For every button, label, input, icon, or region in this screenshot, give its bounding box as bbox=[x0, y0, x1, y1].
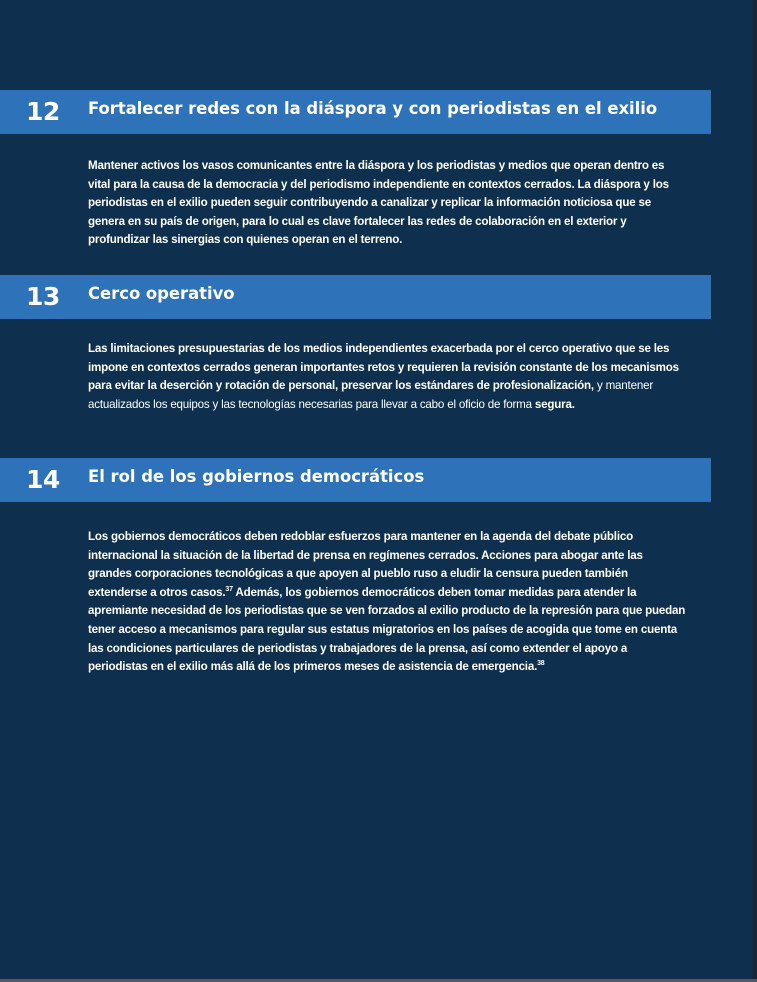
section-number: 13 bbox=[26, 282, 60, 311]
body-text-end: segura. bbox=[534, 397, 575, 411]
section-number: 12 bbox=[26, 97, 60, 126]
section-header-12 bbox=[0, 90, 711, 134]
section-body-14 bbox=[88, 528, 688, 677]
section-title: El rol de los gobiernos democráticos bbox=[88, 467, 425, 486]
body-text: Las limitaciones presupuestarias de los medios independientes exacerbada por el cerco operativo que se les impone en contextos cerrados generan importantes retos y requieren la revisión constante de los mecanismos para evitar la deserción y rotación de personal, preservar los estándares de profesionalización, bbox=[88, 342, 679, 393]
page-edge bbox=[753, 0, 757, 982]
section-number: 14 bbox=[26, 465, 60, 494]
section-header-13 bbox=[0, 275, 711, 319]
section-title: Fortalecer redes con la diáspora y con periodistas en el exilio bbox=[88, 99, 658, 118]
body-text-regular: y mantener actualizados los equipos y las tecnologías necesarias para llevar a cabo el oficio de forma bbox=[88, 379, 653, 411]
section-body-12: Mantener activos los vasos comunicantes entre la diáspora y los periodistas y medios que operan dentro es vital para la causa de la democracia y del periodismo independiente en contextos cerrados. La diáspora y los periodistas en el exilio pueden seguir contribuyendo a canalizar y replicar la información noticiosa que se genera en su país de origen, para lo cual es clave fortalecer las redes de colaboración en el exterior y profundizar las sinergias con quienes operan en el terreno. bbox=[88, 159, 669, 247]
body-text: Los gobiernos democráticos deben redoblar esfuerzos para mantener en la agenda del debate público internacional la situación de la libertad de prensa en regímenes cerrados. Acciones para abogar ante las grandes corporaciones tecnológicas a que apoyen al pueblo ruso a eludir la censura pueden también extenderse a otros casos. bbox=[88, 530, 643, 599]
section-title: Cerco operativo bbox=[88, 284, 235, 303]
footnote-reference: 37 bbox=[225, 585, 233, 593]
body-text: Además, los gobiernos democráticos deben tomar medidas para atender la apremiante necesidad de los periodistas que se ven forzados al exilio producto de la represión para que puedan tener acceso a mecanismos para regular sus estatus migratorios en los países de acogida que tome en cuenta las condiciones particulares de periodistas y trabajadores de la prensa, así como extender el apoyo a periodistas en el exilio más allá de los primeros meses de asistencia de emergencia. bbox=[88, 585, 686, 674]
footnote-reference: 38 bbox=[537, 660, 545, 668]
section-header-14 bbox=[0, 458, 711, 502]
section-body-13 bbox=[88, 340, 688, 414]
